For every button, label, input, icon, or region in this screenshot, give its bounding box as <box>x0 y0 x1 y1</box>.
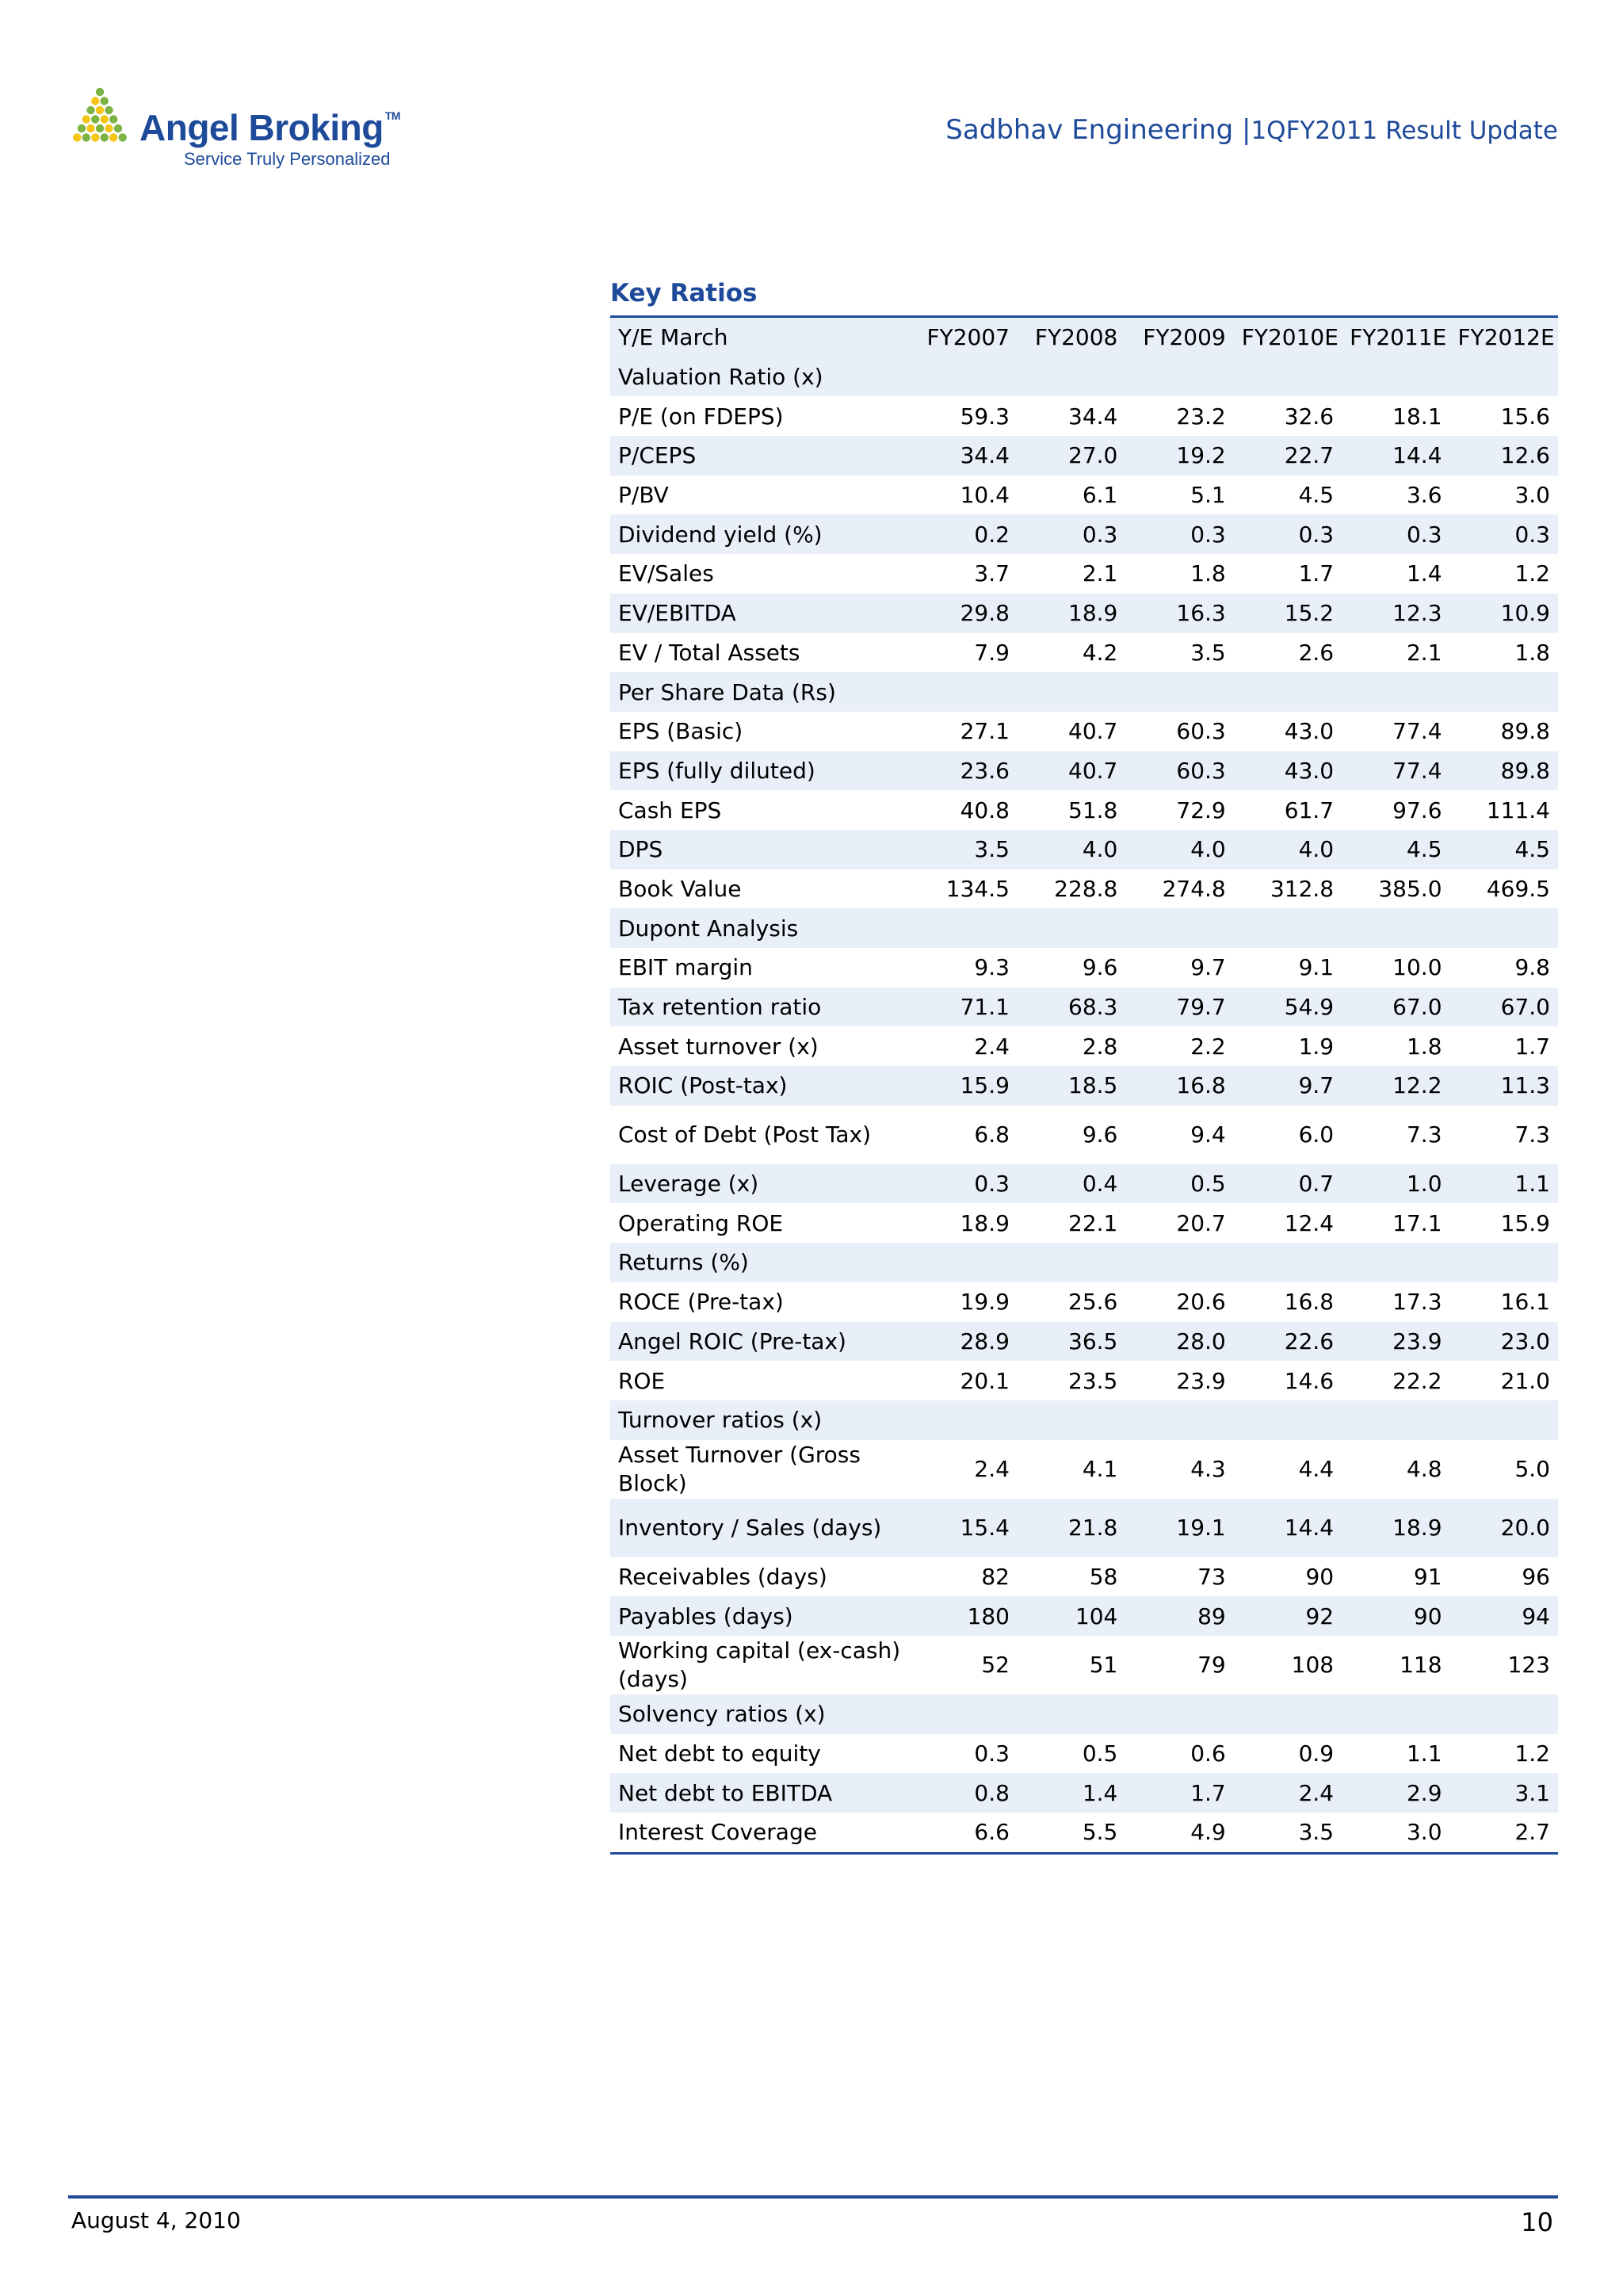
table-cell: 11.3 <box>1450 1066 1558 1106</box>
table-cell: 2.1 <box>1406 639 1442 666</box>
table-cell: 2.7 <box>1514 1819 1550 1846</box>
column-header: FY2007 <box>910 317 1018 357</box>
table-cell: 77.4 <box>1392 718 1442 745</box>
table-cell: 15.4 <box>910 1499 1018 1557</box>
row-label: P/E (on FDEPS) <box>618 403 784 430</box>
table-cell: 77.4 <box>1342 751 1449 791</box>
table-cell: 7.9 <box>974 639 1010 666</box>
table-row <box>610 948 1558 988</box>
table-cell: 20.6 <box>1176 1289 1226 1316</box>
table-cell: 14.4 <box>1342 436 1449 476</box>
page-number: 10 <box>1521 2207 1553 2237</box>
table-cell: 20.1 <box>960 1367 1010 1394</box>
table-cell: 9.1 <box>1298 954 1335 981</box>
table-cell: 12.4 <box>1284 1209 1335 1236</box>
table-cell: 15.2 <box>1234 594 1342 633</box>
table-cell: 9.8 <box>1514 954 1550 981</box>
table-cell: 20.7 <box>1176 1209 1226 1236</box>
table-row <box>610 1440 1558 1499</box>
logo-dot <box>82 133 90 141</box>
table-cell: 16.8 <box>1125 1066 1233 1106</box>
table-cell: 0.3 <box>1450 514 1558 554</box>
section-header-row <box>610 1400 1558 1440</box>
table-cell: 23.9 <box>1342 1322 1449 1362</box>
report-subtitle: 1QFY2011 Result Update <box>1251 117 1558 145</box>
table-cell: 18.9 <box>960 1209 1010 1236</box>
table-row <box>610 554 1558 594</box>
row-label: P/CEPS <box>610 436 910 476</box>
row-label: Payables (days) <box>610 1596 910 1636</box>
table-cell: 3.5 <box>910 830 1018 869</box>
logo-dot <box>91 133 99 141</box>
brand-logo <box>68 82 401 178</box>
table-cell: 4.9 <box>1190 1819 1226 1846</box>
logo-dot <box>109 115 117 123</box>
table-cell: 6.6 <box>974 1819 1010 1846</box>
footer-divider <box>68 2195 1558 2199</box>
table-cell: 32.6 <box>1284 403 1335 430</box>
table-cell: 94 <box>1450 1596 1558 1636</box>
table-cell: 4.5 <box>1450 830 1558 869</box>
section-header-label: Returns (%) <box>610 1243 1558 1282</box>
row-label: Cash EPS <box>618 797 722 823</box>
table-row <box>610 988 1558 1027</box>
section-header-label: Dupont Analysis <box>610 908 1558 948</box>
table-cell: 34.4 <box>1068 403 1118 430</box>
column-header: FY2011E <box>1342 317 1449 357</box>
table-cell: 4.5 <box>1298 482 1335 509</box>
logo-dot <box>96 124 104 132</box>
row-label: Working capital (ex-cash) (days) <box>618 1637 901 1692</box>
logo-dot <box>101 133 109 141</box>
table-cell: 23.5 <box>1068 1367 1118 1394</box>
table-cell: 1.4 <box>1406 560 1442 587</box>
table-cell: 9.6 <box>1082 1121 1118 1148</box>
table-header-row <box>610 317 1558 357</box>
table-cell: 28.0 <box>1125 1322 1233 1362</box>
table-cell: 312.8 <box>1270 875 1335 902</box>
table-cell: 5.1 <box>1190 482 1226 509</box>
brand-trademark: TM <box>384 109 401 122</box>
table-cell: 5.5 <box>1082 1819 1118 1846</box>
table-row <box>610 1026 1558 1066</box>
table-cell: 40.7 <box>1068 718 1118 745</box>
table-row <box>610 869 1558 909</box>
table-cell: 16.8 <box>1284 1289 1335 1316</box>
table-cell: 3.6 <box>1406 482 1442 509</box>
table-cell: 0.3 <box>1018 514 1125 554</box>
table-cell: 3.0 <box>1514 482 1550 509</box>
table-cell: 14.6 <box>1284 1367 1335 1394</box>
table-cell: 3.5 <box>1190 639 1226 666</box>
logo-dot <box>101 115 109 123</box>
table-cell: 19.2 <box>1125 436 1233 476</box>
table-cell: 0.3 <box>1342 514 1449 554</box>
table-cell: 96 <box>1522 1563 1550 1590</box>
table-cell: 6.8 <box>974 1121 1010 1148</box>
logo-dot <box>86 106 94 114</box>
table-cell: 3.0 <box>1406 1819 1442 1846</box>
logo-dot <box>105 106 113 114</box>
table-cell: 12.2 <box>1342 1066 1449 1106</box>
table-cell: 18.5 <box>1018 1066 1125 1106</box>
report-title <box>945 114 1558 146</box>
table-cell: 1.7 <box>1298 560 1335 587</box>
table-cell: 6.1 <box>1082 482 1118 509</box>
table-cell: 3.1 <box>1450 1773 1558 1813</box>
table-cell: 16.3 <box>1125 594 1233 633</box>
table-cell: 1.8 <box>1190 560 1226 587</box>
table-cell: 108 <box>1291 1652 1335 1679</box>
table-cell: 54.9 <box>1234 988 1342 1027</box>
table-cell: 89.8 <box>1450 751 1558 791</box>
table-row <box>610 830 1558 869</box>
table-cell: 104 <box>1018 1596 1125 1636</box>
brand-name <box>139 106 400 149</box>
row-label: EV/EBITDA <box>610 594 910 633</box>
section-header-row <box>610 1243 1558 1282</box>
table-row <box>610 790 1558 830</box>
table-cell: 134.5 <box>945 875 1010 902</box>
table-cell: 59.3 <box>960 403 1010 430</box>
table-cell: 9.7 <box>1234 1066 1342 1106</box>
table-cell: 19.9 <box>960 1289 1010 1316</box>
table-cell: 18.1 <box>1392 403 1442 430</box>
table-cell: 34.4 <box>910 436 1018 476</box>
table-cell: 0.8 <box>910 1773 1018 1813</box>
row-label: EBIT margin <box>618 954 753 981</box>
logo-dot <box>119 133 127 141</box>
table-cell: 0.3 <box>974 1740 1010 1767</box>
table-cell: 89.8 <box>1500 718 1550 745</box>
table-cell: 4.5 <box>1342 830 1449 869</box>
row-label: Interest Coverage <box>618 1819 817 1846</box>
table-cell: 0.2 <box>910 514 1018 554</box>
logo-dot <box>96 88 104 96</box>
table-cell: 27.0 <box>1018 436 1125 476</box>
table-cell: 2.1 <box>1082 560 1118 587</box>
table-cell: 89 <box>1125 1596 1233 1636</box>
table-cell: 43.0 <box>1284 718 1335 745</box>
table-cell: 19.1 <box>1125 1499 1233 1557</box>
row-label: Cost of Debt (Post Tax) <box>618 1121 872 1148</box>
report-company: Sadbhav Engineering | <box>945 114 1251 146</box>
table-cell: 2.4 <box>974 1033 1010 1060</box>
table-cell: 60.3 <box>1176 718 1226 745</box>
table-cell: 2.4 <box>1234 1773 1342 1813</box>
logo-dot <box>86 124 94 132</box>
table-row <box>610 1734 1558 1774</box>
row-label: Angel ROIC (Pre-tax) <box>610 1322 910 1362</box>
table-row <box>610 514 1558 554</box>
table-row <box>610 712 1558 751</box>
table-cell: 9.7 <box>1190 954 1226 981</box>
table-cell: 1.1 <box>1450 1164 1558 1204</box>
table-cell: 61.7 <box>1284 797 1335 823</box>
table-cell: 228.8 <box>1054 875 1118 902</box>
row-label: ROCE (Pre-tax) <box>618 1289 784 1316</box>
table-row <box>610 396 1558 436</box>
table-cell: 51 <box>1089 1652 1118 1679</box>
row-label: Receivables (days) <box>618 1563 827 1590</box>
table-cell: 1.2 <box>1514 560 1550 587</box>
table-cell: 2.8 <box>1082 1033 1118 1060</box>
column-header: FY2012E <box>1450 317 1558 357</box>
table-cell: 7.3 <box>1406 1121 1442 1148</box>
section-header-row <box>610 908 1558 948</box>
table-row <box>610 476 1558 515</box>
table-cell: 7.3 <box>1514 1121 1550 1148</box>
table-cell: 21.8 <box>1018 1499 1125 1557</box>
section-header-row <box>610 357 1558 397</box>
table-cell: 1.7 <box>1125 1773 1233 1813</box>
table-cell: 68.3 <box>1018 988 1125 1027</box>
table-row <box>610 751 1558 791</box>
table-row <box>610 1361 1558 1400</box>
section-header-row <box>610 672 1558 712</box>
table-cell: 9.4 <box>1190 1121 1226 1148</box>
row-label: EV/Sales <box>618 560 714 587</box>
table-cell: 15.9 <box>910 1066 1018 1106</box>
table-cell: 67.0 <box>1450 988 1558 1027</box>
table-cell: 67.0 <box>1342 988 1449 1027</box>
table-cell: 43.0 <box>1234 751 1342 791</box>
table-cell: 0.3 <box>1125 514 1233 554</box>
logo-dot <box>105 124 113 132</box>
table-cell: 4.3 <box>1190 1456 1226 1483</box>
table-cell: 4.4 <box>1298 1456 1335 1483</box>
logo-dot <box>91 115 99 123</box>
table-cell: 10.4 <box>960 482 1010 509</box>
table-cell: 0.5 <box>1125 1164 1233 1204</box>
table-cell: 0.3 <box>910 1164 1018 1204</box>
table-cell: 40.8 <box>960 797 1010 823</box>
section-header-label: Turnover ratios (x) <box>610 1400 1558 1440</box>
table-cell: 2.9 <box>1342 1773 1449 1813</box>
row-label: Inventory / Sales (days) <box>610 1499 910 1557</box>
table-cell: 17.1 <box>1392 1209 1442 1236</box>
table-cell: 1.9 <box>1298 1033 1335 1060</box>
table-cell: 469.5 <box>1486 875 1550 902</box>
table-cell: 0.7 <box>1234 1164 1342 1204</box>
table-cell: 23.6 <box>910 751 1018 791</box>
table-cell: 0.3 <box>1234 514 1342 554</box>
logo-dot <box>73 133 81 141</box>
logo-dot <box>91 97 99 105</box>
brand-tagline: Service Truly Personalized <box>184 149 391 169</box>
table-cell: 90 <box>1342 1596 1449 1636</box>
key-ratios-section <box>610 279 1558 1855</box>
table-cell: 79.7 <box>1125 988 1233 1027</box>
table-row <box>610 1282 1558 1322</box>
table-cell: 3.5 <box>1298 1819 1335 1846</box>
row-label: DPS <box>610 830 910 869</box>
table-cell: 1.8 <box>1514 639 1550 666</box>
table-row <box>610 1773 1558 1813</box>
logo-dot <box>109 133 117 141</box>
row-label: Tax retention ratio <box>610 988 910 1027</box>
table-cell: 16.1 <box>1500 1289 1550 1316</box>
table-cell: 0.9 <box>1298 1740 1335 1767</box>
table-row <box>610 1813 1558 1853</box>
table-cell: 92 <box>1234 1596 1342 1636</box>
table-cell: 118 <box>1400 1652 1442 1679</box>
table-row <box>610 1322 1558 1362</box>
table-cell: 21.0 <box>1500 1367 1550 1394</box>
row-label: Net debt to EBITDA <box>610 1773 910 1813</box>
column-header: FY2010E <box>1234 317 1342 357</box>
logo-dot <box>78 124 86 132</box>
table-cell: 20.0 <box>1450 1499 1558 1557</box>
section-header-label: Solvency ratios (x) <box>610 1694 1558 1734</box>
table-cell: 97.6 <box>1392 797 1442 823</box>
table-cell: 22.7 <box>1234 436 1342 476</box>
table-cell: 23.0 <box>1450 1322 1558 1362</box>
table-cell: 111.4 <box>1486 797 1550 823</box>
section-header-label: Per Share Data (Rs) <box>610 672 1558 712</box>
table-cell: 18.9 <box>1018 594 1125 633</box>
table-row <box>610 1164 1558 1204</box>
row-label: EPS (fully diluted) <box>610 751 910 791</box>
table-cell: 4.0 <box>1018 830 1125 869</box>
table-cell: 36.5 <box>1018 1322 1125 1362</box>
row-label: EPS (Basic) <box>618 718 743 745</box>
table-row <box>610 1636 1558 1694</box>
table-cell: 15.9 <box>1500 1209 1550 1236</box>
table-cell: 27.1 <box>960 718 1010 745</box>
table-cell: 6.0 <box>1298 1121 1335 1148</box>
column-header: FY2008 <box>1018 317 1125 357</box>
table-cell: 10.9 <box>1450 594 1558 633</box>
table-cell: 1.0 <box>1342 1164 1449 1204</box>
table-cell: 60.3 <box>1125 751 1233 791</box>
table-cell: 3.7 <box>974 560 1010 587</box>
table-cell: 4.8 <box>1406 1456 1442 1483</box>
column-header-label: Y/E March <box>610 317 910 357</box>
table-cell: 90 <box>1305 1563 1335 1590</box>
table-row <box>610 1557 1558 1597</box>
row-label: Operating ROE <box>618 1209 784 1236</box>
table-cell: 2.2 <box>1190 1033 1226 1060</box>
angel-triangle-icon <box>68 86 132 146</box>
section-header-row <box>610 1694 1558 1734</box>
row-label: ROE <box>618 1367 666 1394</box>
table-cell: 385.0 <box>1378 875 1442 902</box>
logo-dot <box>82 115 90 123</box>
table-cell: 40.7 <box>1018 751 1125 791</box>
table-cell: 4.0 <box>1234 830 1342 869</box>
row-label: EV / Total Assets <box>618 639 800 666</box>
table-cell: 4.2 <box>1082 639 1118 666</box>
footer-date: August 4, 2010 <box>71 2207 241 2233</box>
table-cell: 72.9 <box>1176 797 1226 823</box>
table-body <box>610 357 1558 1854</box>
logo-dot <box>114 124 122 132</box>
table-row <box>610 1106 1558 1164</box>
table-cell: 10.0 <box>1392 954 1442 981</box>
table-cell: 4.0 <box>1125 830 1233 869</box>
table-cell: 2.4 <box>974 1456 1010 1483</box>
table-cell: 4.1 <box>1082 1456 1118 1483</box>
table-cell: 22.1 <box>1068 1209 1118 1236</box>
table-cell: 14.4 <box>1234 1499 1342 1557</box>
table-cell: 17.3 <box>1392 1289 1442 1316</box>
table-cell: 79 <box>1197 1652 1226 1679</box>
row-label: Book Value <box>618 875 742 902</box>
table-cell: 25.6 <box>1068 1289 1118 1316</box>
row-label: P/BV <box>618 482 669 509</box>
row-label: ROIC (Post-tax) <box>610 1066 910 1106</box>
table-cell: 5.0 <box>1514 1456 1550 1483</box>
table-cell: 123 <box>1507 1652 1550 1679</box>
table-cell: 12.6 <box>1450 436 1558 476</box>
table-row <box>610 436 1558 476</box>
logo-dot <box>101 97 109 105</box>
brand-name-text: Angel Broking <box>139 107 384 148</box>
table-cell: 1.2 <box>1514 1740 1550 1767</box>
logo-dot <box>96 106 104 114</box>
row-label: Asset Turnover (Gross Block) <box>618 1441 861 1496</box>
table-cell: 29.8 <box>910 594 1018 633</box>
table-row <box>610 1203 1558 1243</box>
table-cell: 91 <box>1413 1563 1442 1590</box>
table-cell: 58 <box>1089 1563 1118 1590</box>
table-row <box>610 594 1558 633</box>
table-cell: 52 <box>981 1652 1010 1679</box>
table-cell: 71.1 <box>910 988 1018 1027</box>
table-cell: 0.5 <box>1082 1740 1118 1767</box>
table-cell: 274.8 <box>1162 875 1226 902</box>
table-cell: 22.6 <box>1234 1322 1342 1362</box>
table-cell: 0.6 <box>1190 1740 1226 1767</box>
row-label: Net debt to equity <box>618 1740 821 1767</box>
table-cell: 23.2 <box>1176 403 1226 430</box>
table-cell: 18.9 <box>1342 1499 1449 1557</box>
table-cell: 12.3 <box>1342 594 1449 633</box>
table-row <box>610 1066 1558 1106</box>
section-title: Key Ratios <box>610 279 758 308</box>
table-cell: 0.4 <box>1018 1164 1125 1204</box>
table-row <box>610 633 1558 673</box>
key-ratios-table <box>610 315 1558 1855</box>
table-cell: 1.8 <box>1406 1033 1442 1060</box>
table-cell: 82 <box>981 1563 1010 1590</box>
table-row <box>610 1596 1558 1636</box>
section-header-label: Valuation Ratio (x) <box>610 357 1558 397</box>
row-label: Dividend yield (%) <box>610 514 910 554</box>
row-label: Asset turnover (x) <box>618 1033 819 1060</box>
column-header: FY2009 <box>1125 317 1233 357</box>
table-cell: 180 <box>910 1596 1018 1636</box>
table-cell: 73 <box>1197 1563 1226 1590</box>
row-label: Leverage (x) <box>610 1164 910 1204</box>
table-cell: 28.9 <box>910 1322 1018 1362</box>
table-row <box>610 1499 1558 1557</box>
table-cell: 51.8 <box>1068 797 1118 823</box>
table-cell: 9.6 <box>1082 954 1118 981</box>
table-cell: 1.7 <box>1514 1033 1550 1060</box>
table-cell: 1.4 <box>1018 1773 1125 1813</box>
table-cell: 1.1 <box>1406 1740 1442 1767</box>
table-cell: 23.9 <box>1176 1367 1226 1394</box>
table-cell: 9.3 <box>974 954 1010 981</box>
table-cell: 22.2 <box>1392 1367 1442 1394</box>
table-cell: 2.6 <box>1298 639 1335 666</box>
table-cell: 15.6 <box>1500 403 1550 430</box>
